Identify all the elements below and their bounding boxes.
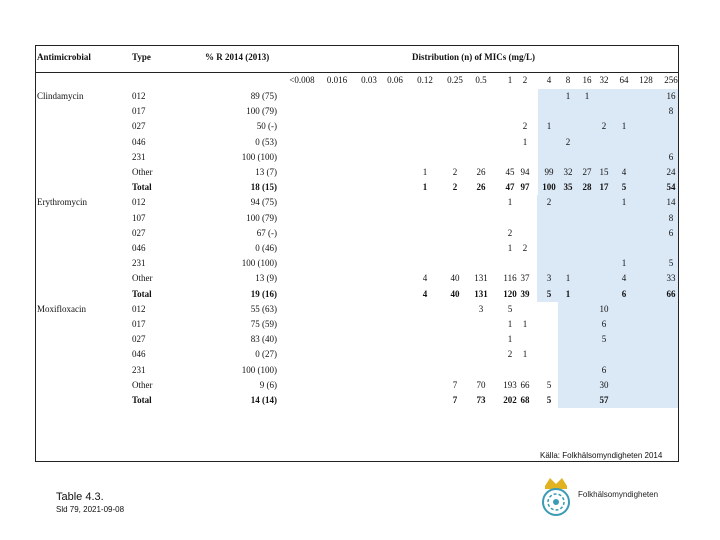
mic-header-cell: 8 — [565, 75, 571, 85]
pct-resistance-cell: 55 (63) — [250, 303, 277, 314]
type-cell: 012 — [132, 303, 146, 314]
pct-resistance-cell: 19 (16) — [250, 288, 277, 299]
mic-header-cell: 0.016 — [326, 75, 348, 85]
mic-count-cell: 5 — [601, 334, 607, 345]
pct-resistance-cell: 13 (7) — [255, 167, 277, 177]
mic-count-cell: 66 — [666, 288, 676, 299]
mic-count-cell: 1 — [621, 121, 627, 132]
mic-count-cell: 2 — [452, 182, 458, 193]
type-cell: 027 — [132, 334, 146, 345]
mic-count-cell: 3 — [478, 303, 484, 314]
pct-resistance-cell: 0 (53) — [255, 136, 277, 147]
mic-count-cell: 8 — [668, 106, 674, 117]
pct-resistance-cell: 89 (75) — [250, 91, 277, 101]
mic-count-cell: 5 — [668, 258, 674, 269]
type-cell: Other — [132, 379, 153, 390]
antimicrobial-name: Erythromycin — [37, 197, 87, 208]
resistant-range-shade — [537, 195, 678, 301]
pct-resistance-cell: 100 (79) — [246, 106, 277, 117]
pct-resistance-cell: 14 (14) — [250, 395, 277, 405]
mic-count-cell: 116 — [503, 273, 517, 284]
mic-count-cell: 1 — [522, 349, 528, 360]
mic-count-cell: 2 — [522, 121, 528, 132]
mic-count-cell: 32 — [563, 167, 573, 177]
mic-count-cell: 37 — [520, 273, 530, 284]
pct-resistance-cell: 50 (-) — [256, 121, 277, 132]
mic-count-cell: 45 — [505, 167, 515, 177]
mic-count-cell: 2 — [507, 227, 513, 238]
pct-resistance-cell: 0 (46) — [255, 243, 277, 253]
mic-count-cell: 1 — [621, 258, 627, 269]
mic-header-cell: 128 — [639, 75, 653, 85]
mic-count-cell: 57 — [599, 395, 609, 405]
mic-count-cell: 1 — [422, 167, 428, 177]
mic-count-cell: 6 — [601, 364, 607, 375]
mic-count-cell: 97 — [520, 182, 530, 193]
mic-count-cell: 1 — [507, 334, 513, 345]
mic-count-cell: 1 — [565, 91, 571, 101]
pct-resistance-cell: 100 (79) — [246, 212, 277, 223]
mic-count-cell: 2 — [565, 136, 571, 147]
mic-count-cell: 70 — [476, 379, 486, 390]
mic-count-cell: 5 — [507, 303, 513, 314]
total-label: Total — [132, 288, 152, 299]
antimicrobial-name: Clindamycin — [37, 91, 84, 101]
type-cell: 027 — [132, 227, 146, 238]
logo-wordmark: Folkhälsomyndigheten — [578, 490, 659, 499]
type-cell: 017 — [132, 319, 146, 329]
pct-resistance-cell: 100 (100) — [241, 364, 277, 375]
mic-header-cell: 0.03 — [361, 75, 377, 85]
pct-resistance-cell: 94 (75) — [250, 197, 277, 208]
mic-header-cell: <0.008 — [289, 75, 315, 85]
mic-count-cell: 2 — [546, 197, 552, 208]
mic-count-cell: 1 — [422, 182, 428, 193]
mic-header-cell: 0.25 — [447, 75, 463, 85]
mic-count-cell: 120 — [503, 288, 517, 299]
mic-count-cell: 131 — [474, 288, 488, 299]
mic-count-cell: 6 — [621, 288, 627, 299]
mic-count-cell: 27 — [582, 167, 592, 177]
type-cell: 017 — [132, 106, 146, 117]
type-cell: Other — [132, 273, 153, 284]
mic-count-cell: 131 — [474, 273, 488, 284]
mic-count-cell: 15 — [599, 167, 609, 177]
mic-count-cell: 26 — [476, 167, 486, 177]
folkhalsomyndigheten-logo-icon — [535, 470, 577, 518]
type-cell: 231 — [132, 151, 146, 162]
mic-count-cell: 24 — [666, 167, 676, 177]
pct-resistance-cell: 100 (100) — [241, 151, 277, 162]
mic-count-cell: 7 — [452, 379, 458, 390]
mic-count-cell: 202 — [503, 395, 517, 405]
mic-count-cell: 94 — [520, 167, 530, 177]
source-note: Källa: Folkhälsomyndigheten 2014 — [540, 451, 663, 460]
mic-count-cell: 1 — [546, 121, 552, 132]
mic-header-cell: 0.5 — [475, 75, 487, 85]
type-cell: 012 — [132, 91, 146, 101]
header-type: Type — [132, 52, 151, 62]
total-label: Total — [132, 395, 152, 405]
mic-count-cell: 4 — [621, 273, 627, 284]
type-cell: Other — [132, 167, 153, 177]
mic-count-cell: 40 — [450, 273, 460, 284]
mic-header-cell: 32 — [599, 75, 609, 85]
resistant-range-shade — [538, 89, 678, 195]
pct-resistance-cell: 67 (-) — [256, 227, 277, 238]
pct-resistance-cell: 0 (27) — [255, 349, 277, 360]
mic-count-cell: 1 — [507, 243, 513, 253]
mic-header-cell: 16 — [582, 75, 592, 85]
header-antimicrobial: Antimicrobial — [37, 52, 91, 62]
mic-count-cell: 17 — [599, 182, 609, 193]
mic-count-cell: 2 — [452, 167, 458, 177]
mic-count-cell: 28 — [582, 182, 592, 193]
pct-resistance-cell: 13 (9) — [255, 273, 277, 284]
mic-count-cell: 1 — [507, 319, 513, 329]
mic-count-cell: 47 — [505, 182, 515, 193]
mic-header-cell: 0.06 — [387, 75, 403, 85]
mic-header-cell: 4 — [546, 75, 552, 85]
header-pct-r: % R 2014 (2013) — [205, 52, 270, 62]
mic-count-cell: 10 — [599, 303, 609, 314]
mic-count-cell: 6 — [668, 227, 674, 238]
mic-count-cell: 30 — [599, 379, 609, 390]
resistant-range-shade — [558, 302, 678, 408]
pct-resistance-cell: 18 (15) — [250, 182, 277, 193]
mic-count-cell: 4 — [422, 273, 428, 284]
mic-count-cell: 1 — [522, 319, 528, 329]
pct-resistance-cell: 100 (100) — [241, 258, 277, 269]
mic-header-cell: 0.12 — [417, 75, 433, 85]
mic-count-cell: 1 — [522, 136, 528, 147]
mic-count-cell: 7 — [452, 395, 458, 405]
mic-count-cell: 66 — [520, 379, 530, 390]
mic-count-cell: 54 — [666, 182, 676, 193]
type-cell: 027 — [132, 121, 146, 132]
type-cell: 012 — [132, 197, 146, 208]
pct-resistance-cell: 75 (59) — [250, 319, 277, 329]
type-cell: 231 — [132, 364, 146, 375]
pct-resistance-cell: 9 (6) — [259, 379, 277, 390]
mic-count-cell: 6 — [668, 151, 674, 162]
mic-count-cell: 5 — [621, 182, 627, 193]
mic-count-cell: 100 — [542, 182, 556, 193]
mic-count-cell: 8 — [668, 212, 674, 223]
mic-count-cell: 1 — [584, 91, 590, 101]
type-cell: 046 — [132, 349, 146, 360]
mic-count-cell: 99 — [544, 167, 554, 177]
mic-count-cell: 39 — [520, 288, 530, 299]
mic-count-cell: 5 — [546, 288, 552, 299]
mic-count-cell: 68 — [520, 395, 530, 405]
mic-count-cell: 14 — [666, 197, 676, 208]
mic-count-cell: 35 — [563, 182, 573, 193]
mic-header-cell: 2 — [522, 75, 528, 85]
total-label: Total — [132, 182, 152, 193]
mic-count-cell: 1 — [565, 273, 571, 284]
mic-count-cell: 40 — [450, 288, 460, 299]
type-cell: 046 — [132, 136, 146, 147]
mic-header-cell: 1 — [507, 75, 513, 85]
mic-count-cell: 193 — [503, 379, 517, 390]
header-distribution: Distribution (n) of MICs (mg/L) — [412, 52, 535, 62]
mic-count-cell: 16 — [666, 91, 676, 101]
header-divider — [35, 72, 679, 73]
mic-header-cell: 64 — [619, 75, 629, 85]
mic-count-cell: 26 — [476, 182, 486, 193]
slide-id: Sld 79, 2021-09-08 — [56, 505, 125, 514]
mic-count-cell: 2 — [601, 121, 607, 132]
mic-count-cell: 2 — [507, 349, 513, 360]
mic-count-cell: 1 — [565, 288, 571, 299]
mic-count-cell: 2 — [522, 243, 528, 253]
type-cell: 046 — [132, 243, 146, 253]
mic-header-cell: 256 — [664, 75, 678, 85]
mic-count-cell: 5 — [546, 395, 552, 405]
table-label: Table 4.3. — [56, 491, 104, 503]
type-cell: 107 — [132, 212, 146, 223]
mic-count-cell: 1 — [507, 197, 513, 208]
mic-count-cell: 4 — [621, 167, 627, 177]
mic-count-cell: 6 — [601, 319, 607, 329]
mic-count-cell: 33 — [666, 273, 676, 284]
mic-count-cell: 73 — [476, 395, 486, 405]
mic-count-cell: 5 — [546, 379, 552, 390]
antimicrobial-name: Moxifloxacin — [37, 303, 86, 314]
mic-count-cell: 4 — [422, 288, 428, 299]
pct-resistance-cell: 83 (40) — [250, 334, 277, 345]
mic-count-cell: 1 — [621, 197, 627, 208]
type-cell: 231 — [132, 258, 146, 269]
mic-count-cell: 3 — [546, 273, 552, 284]
